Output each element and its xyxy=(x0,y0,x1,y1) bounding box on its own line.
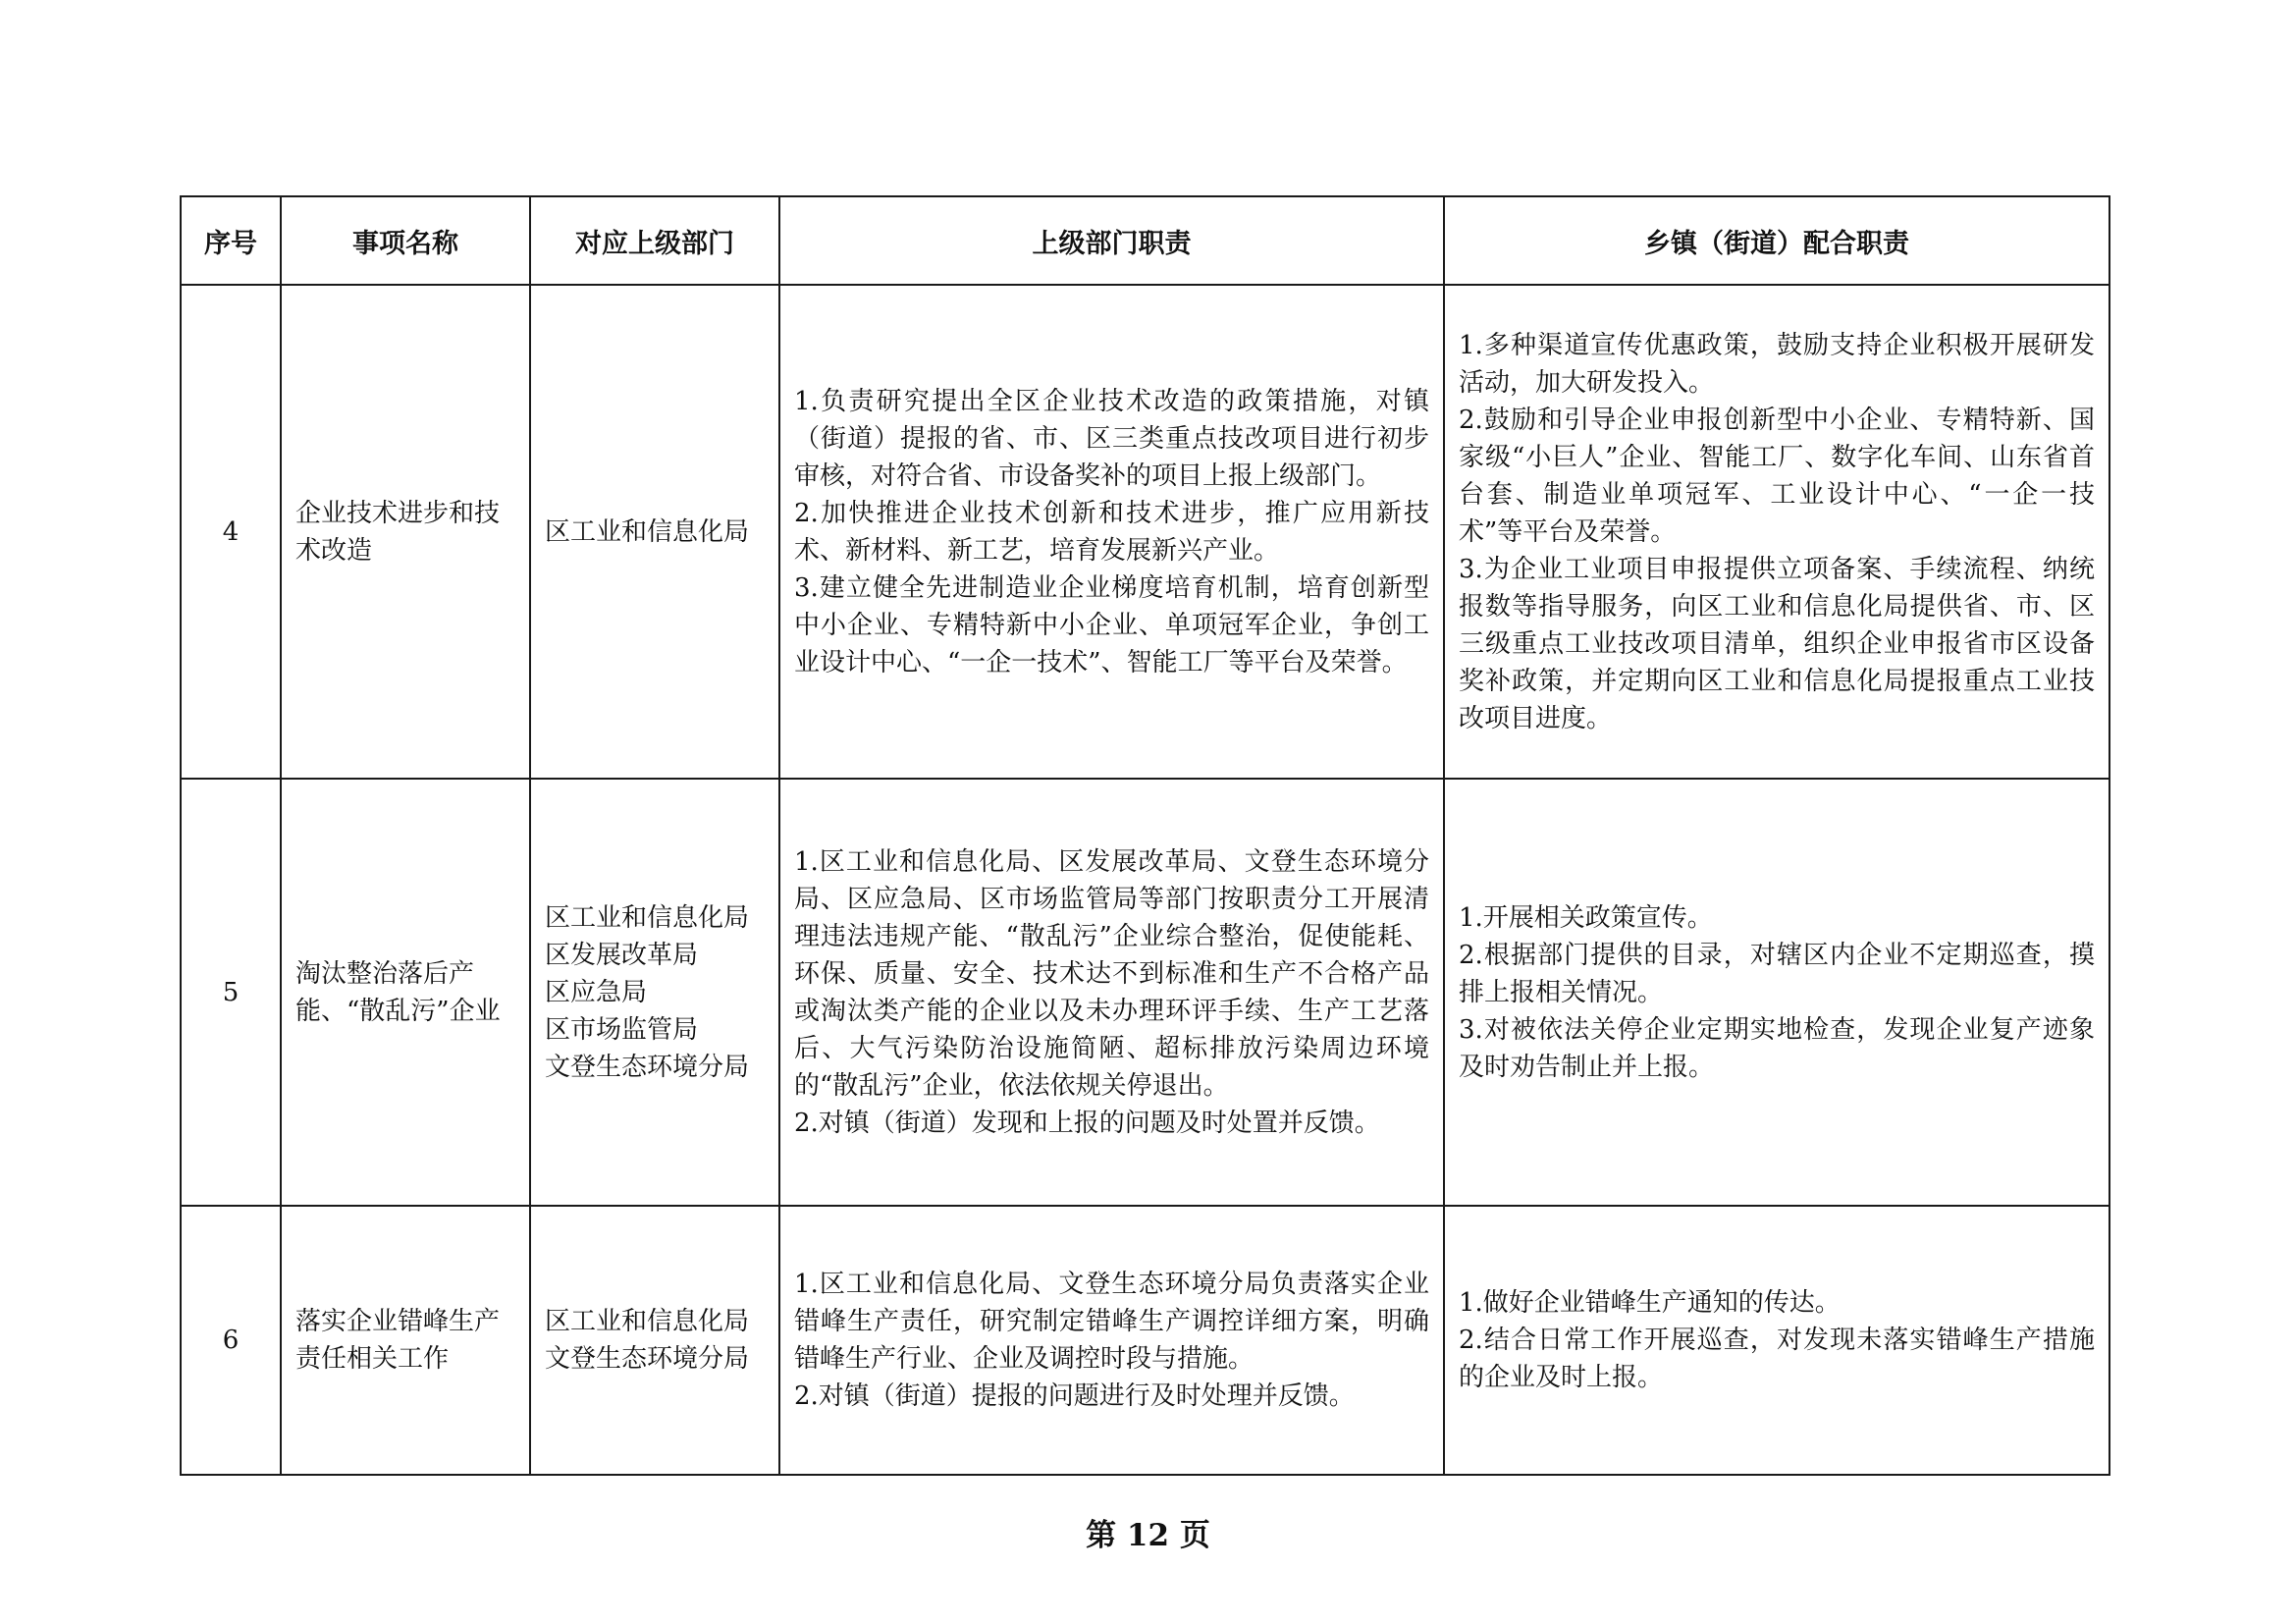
row-item-name: 落实企业错峰生产责任相关工作 xyxy=(281,1206,530,1475)
row-item-name: 淘汰整治落后产能、“散乱污”企业 xyxy=(281,779,530,1206)
row-dept: 区工业和信息化局 文登生态环境分局 xyxy=(530,1206,779,1475)
header-upper-duty: 上级部门职责 xyxy=(779,196,1444,285)
row-town-duty xyxy=(1444,1206,2109,1475)
duty-item: 2.对镇（街道）发现和上报的问题及时处置并反馈。 xyxy=(794,1108,1380,1138)
header-item-name: 事项名称 xyxy=(281,196,530,285)
row-dept: 区工业和信息化局 xyxy=(530,285,779,779)
duty-item: 3.为企业工业项目申报提供立项备案、手续流程、纳统报数等指导服务，向区工业和信息化局提供省、市、区三级重点工业技改项目清单，组织企业申报省市区设备奖补政策，并定期向区工业和信息化局提报重点工业技改项目进度。 xyxy=(1459,554,2095,733)
table-row xyxy=(181,779,2109,1206)
row-seq: 6 xyxy=(181,1206,281,1475)
table-row xyxy=(181,285,2109,779)
duty-item: 1.区工业和信息化局、区发展改革局、文登生态环境分局、区应急局、区市场监管局等部门按职责分工开展清理违法违规产能、“散乱污”企业综合整治，促使能耗、环保、质量、安全、技术达不到标准和生产不合格产品或淘汰类产能的企业以及未办理环评手续、生产工艺落后、大气污染防治设施简陋、超标排放污染周边环境的“散乱污”企业，依法依规关停退出。 xyxy=(794,846,1429,1101)
duty-item: 1.多种渠道宣传优惠政策，鼓励支持企业积极开展研发活动，加大研发投入。 xyxy=(1459,330,2095,398)
duty-item: 2.对镇（街道）提报的问题进行及时处理并反馈。 xyxy=(794,1381,1355,1411)
duty-item: 3.对被依法关停企业定期实地检查，发现企业复产迹象及时劝告制止并上报。 xyxy=(1459,1014,2095,1082)
duty-item: 1.做好企业错峰生产通知的传达。 xyxy=(1459,1288,1841,1318)
duty-item: 1.开展相关政策宣传。 xyxy=(1459,902,1713,933)
table-header-row xyxy=(181,196,2109,285)
duty-item: 1.区工业和信息化局、文登生态环境分局负责落实企业错峰生产责任，研究制定错峰生产调控详细方案，明确错峰生产行业、企业及调控时段与措施。 xyxy=(794,1270,1429,1374)
duty-item: 2.结合日常工作开展巡查，对发现未落实错峰生产措施的企业及时上报。 xyxy=(1459,1326,2095,1392)
row-upper-duty xyxy=(779,1206,1444,1475)
row-dept: 区工业和信息化局 区发展改革局 区应急局 区市场监管局 文登生态环境分局 xyxy=(530,779,779,1206)
page-number: 第 12 页 xyxy=(1086,1518,1210,1553)
duty-item: 2.根据部门提供的目录，对辖区内企业不定期巡查，摸排上报相关情况。 xyxy=(1459,940,2095,1007)
header-seq: 序号 xyxy=(181,196,281,285)
row-upper-duty xyxy=(779,285,1444,779)
duty-item: 1.负责研究提出全区企业技术改造的政策措施，对镇（街道）提报的省、市、区三类重点技改项目进行初步审核，对符合省、市设备奖补的项目上报上级部门。 xyxy=(794,386,1429,491)
row-town-duty xyxy=(1444,779,2109,1206)
row-seq: 4 xyxy=(181,285,281,779)
duty-item: 3.建立健全先进制造业企业梯度培育机制，培育创新型中小企业、专精特新中小企业、单项冠军企业，争创工业设计中心、“一企一技术”、智能工厂等平台及荣誉。 xyxy=(794,572,1429,677)
duty-item: 2.鼓励和引导企业申报创新型中小企业、专精特新、国家级“小巨人”企业、智能工厂、数字化车间、山东省首台套、制造业单项冠军、工业设计中心、“一企一技术”等平台及荣誉。 xyxy=(1459,405,2095,547)
table-row xyxy=(181,1206,2109,1475)
row-town-duty xyxy=(1444,285,2109,779)
header-town-duty: 乡镇（街道）配合职责 xyxy=(1444,196,2109,285)
row-item-name: 企业技术进步和技术改造 xyxy=(281,285,530,779)
duty-item: 2.加快推进企业技术创新和技术进步，推广应用新技术、新材料、新工艺，培育发展新兴产业。 xyxy=(794,498,1429,566)
row-upper-duty xyxy=(779,779,1444,1206)
row-seq: 5 xyxy=(181,779,281,1206)
duties-table xyxy=(180,195,2110,1476)
header-dept: 对应上级部门 xyxy=(530,196,779,285)
